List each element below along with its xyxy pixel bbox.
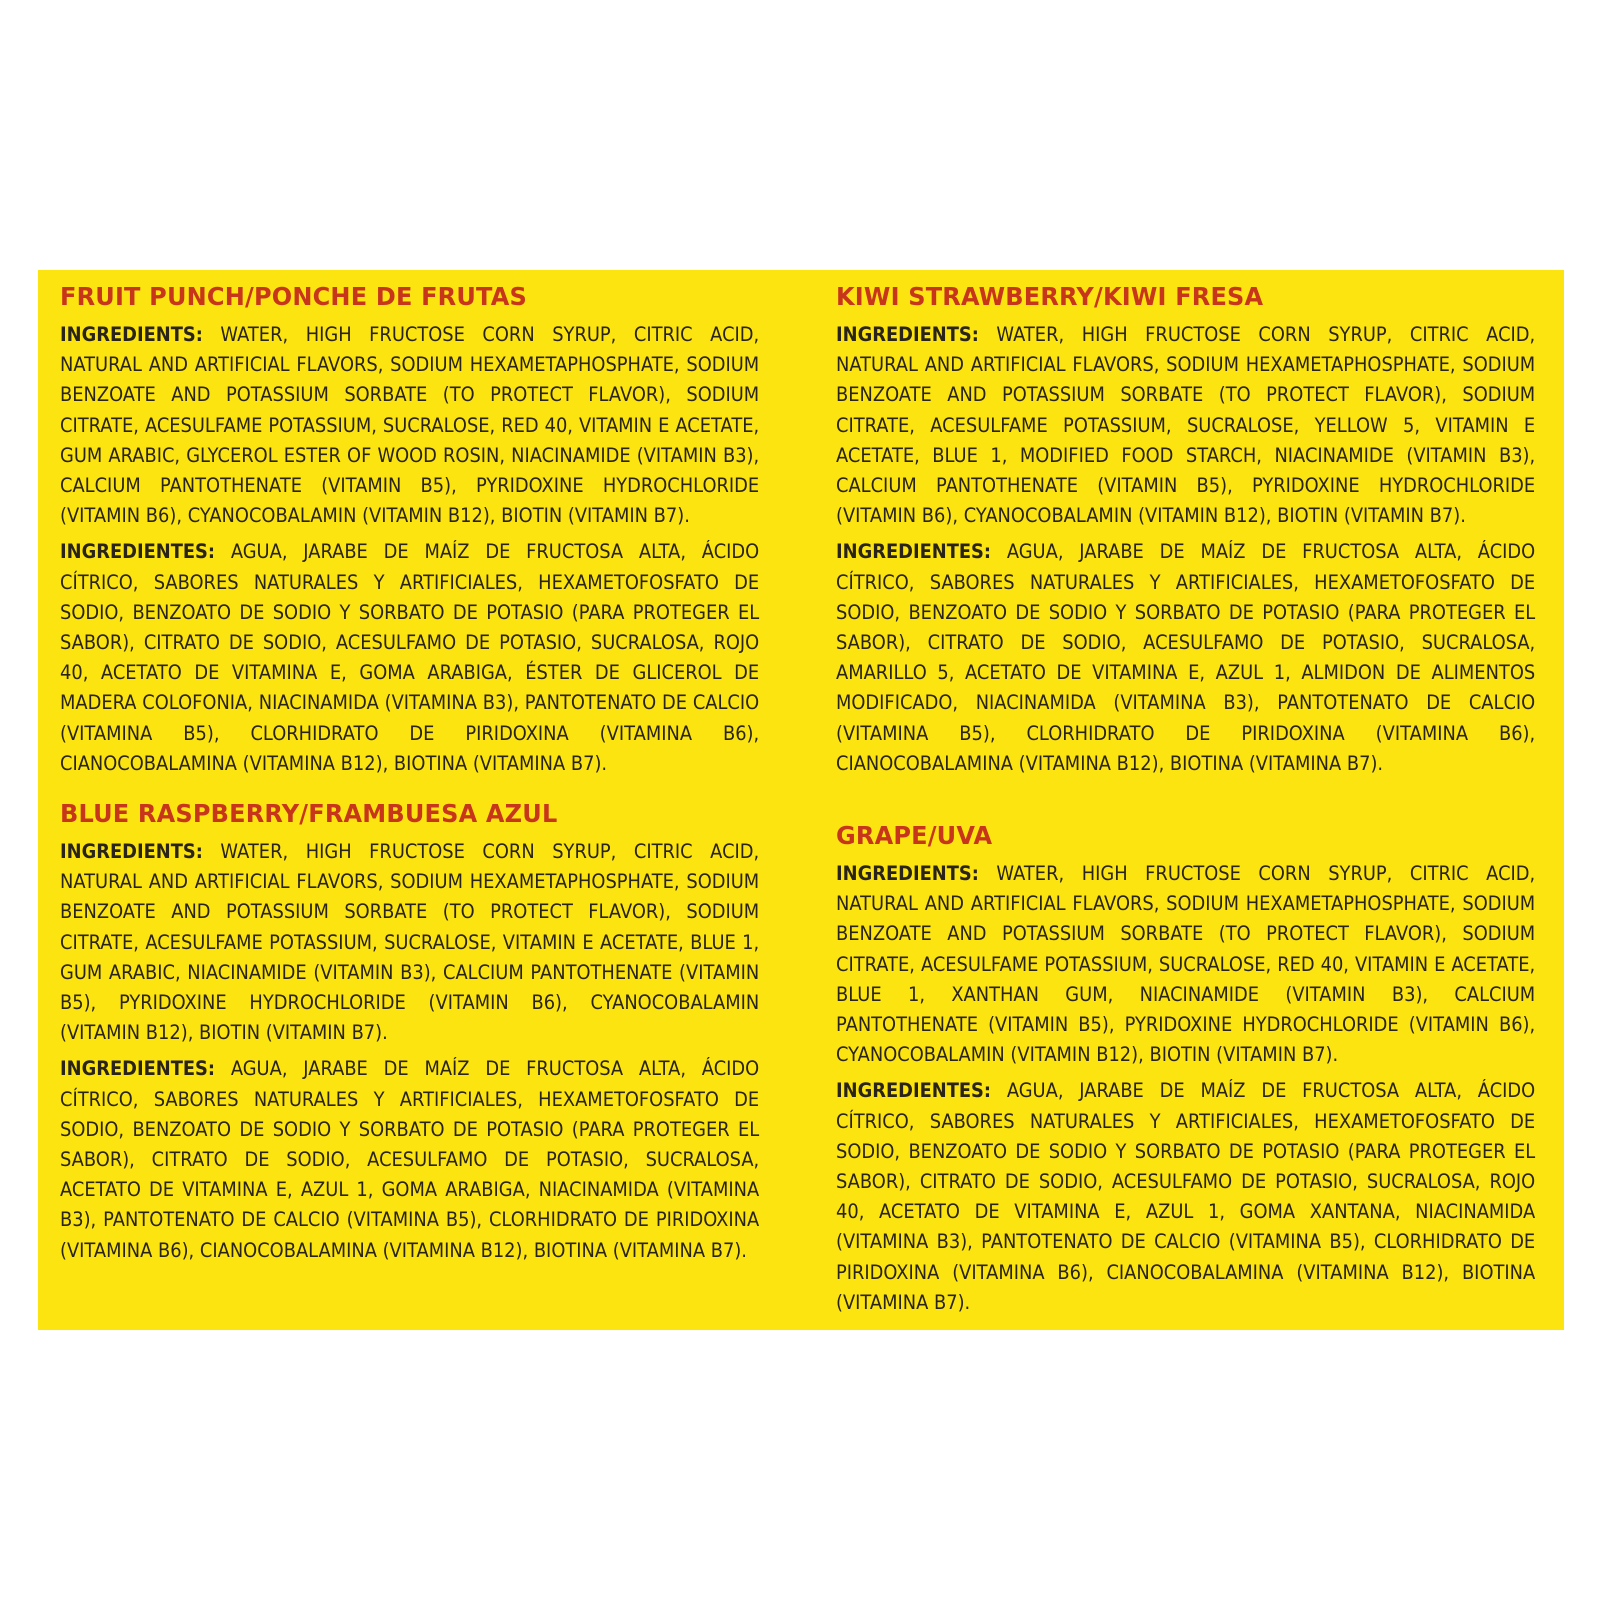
flavor-kiwi-strawberry (836, 282, 1536, 779)
flavor-title: FRUIT PUNCH/PONCHE DE FRUTAS (60, 282, 527, 311)
ingredients-english (836, 320, 1535, 531)
ingredients-spanish (60, 1054, 759, 1265)
ingredients-text: WATER, HIGH FRUCTOSE CORN SYRUP, CITRIC ACID, NATURAL AND ARTIFICIAL FLAVORS, SODIUM HEXAMETAPHOSPHATE, SODIUM BENZOATE AND POTASSIUM SORBATE (TO PROTECT FLAVOR), SODIUM CITRATE, ACESULFAME POTASSIUM, SUCRALOSE, YELLOW 5, VITAMIN E ACETATE, BLUE 1, MODIFIED FOOD STARCH, NIACINAMIDE (VITAMIN B3), CALCIUM PANTOTHENATE (VITAMIN B5), PYRIDOXINE HYDROCHLORIDE (VITAMIN B6), CYANOCOBALAMIN (VITAMIN B12), BIOTIN (VITAMIN B7). (836, 323, 1536, 528)
flavor-grape (836, 821, 1536, 1318)
ingredients-english (836, 859, 1535, 1070)
right-column (836, 282, 1536, 1324)
ingredients-spanish (60, 537, 759, 779)
ingredients-text: WATER, HIGH FRUCTOSE CORN SYRUP, CITRIC ACID, NATURAL AND ARTIFICIAL FLAVORS, SODIUM HEXAMETAPHOSPHATE, SODIUM BENZOATE AND POTASSIUM SORBATE (TO PROTECT FLAVOR), SODIUM CITRATE, ACESULFAME POTASSIUM, SUCRALOSE, RED 40, VITAMIN E ACETATE, BLUE 1, XANTHAN GUM, NIACINAMIDE (VITAMIN B3), CALCIUM PANTOTHENATE (VITAMIN B5), PYRIDOXINE HYDROCHLORIDE (VITAMIN B6), CYANOCOBALAMIN (VITAMIN B12), BIOTIN (VITAMIN B7). (836, 862, 1536, 1067)
ingredients-label: INGREDIENTES: (60, 540, 216, 564)
ingredients-text: WATER, HIGH FRUCTOSE CORN SYRUP, CITRIC ACID, NATURAL AND ARTIFICIAL FLAVORS, SODIUM HEXAMETAPHOSPHATE, SODIUM BENZOATE AND POTASSIUM SORBATE (TO PROTECT FLAVOR), SODIUM CITRATE, ACESULFAME POTASSIUM, SUCRALOSE, RED 40, VITAMIN E ACETATE, GUM ARABIC, GLYCEROL ESTER OF WOOD ROSIN, NIACINAMIDE (VITAMIN B3), CALCIUM PANTOTHENATE (VITAMIN B5), PYRIDOXINE HYDROCHLORIDE (VITAMIN B6), CYANOCOBALAMIN (VITAMIN B12), BIOTIN (VITAMIN B7). (60, 323, 760, 528)
ingredients-label: INGREDIENTES: (836, 1079, 992, 1103)
ingredients-label: INGREDIENTS: (60, 840, 203, 864)
flavor-fruit-punch (60, 282, 760, 779)
ingredients-label-panel (38, 270, 1564, 1330)
ingredients-label: INGREDIENTS: (836, 323, 979, 346)
ingredients-text: AGUA, JARABE DE MAÍZ DE FRUCTOSA ALTA, ÁCIDO CÍTRICO, SABORES NATURALES Y ARTIFICIALES, HEXAMETOFOSFATO DE SODIO, BENZOATO DE SODIO Y SORBATO DE POTASIO (PARA PROTEGER EL SABOR), CITRATO DE SODIO, ACESULFAMO DE POTASIO, SUCRALOSA, ROJO 40, ACETATO DE VITAMINA E, AZUL 1, GOMA XANTANA, NIACINAMIDA (VITAMINA B3), PANTOTENATO DE CALCIO (VITAMINA B5), CLORHIDRATO DE PIRIDOXINA (VITAMINA B6), CIANOCOBALAMINA (VITAMINA B12), BIOTINA (VITAMINA B7). (836, 1079, 1536, 1314)
flavor-blue-raspberry (60, 799, 760, 1266)
ingredients-spanish (836, 537, 1535, 779)
ingredients-label: INGREDIENTES: (60, 1057, 216, 1081)
ingredients-label: INGREDIENTES: (836, 540, 992, 564)
ingredients-label: INGREDIENTS: (60, 323, 203, 346)
ingredients-text: AGUA, JARABE DE MAÍZ DE FRUCTOSA ALTA, ÁCIDO CÍTRICO, SABORES NATURALES Y ARTIFICIALES, HEXAMETOFOSFATO DE SODIO, BENZOATO DE SODIO Y SORBATO DE POTASIO (PARA PROTEGER EL SABOR), CITRATO DE SODIO, ACESULFAMO DE POTASIO, SUCRALOSA, ROJO 40, ACETATO DE VITAMINA E, GOMA ARABIGA, ÉSTER DE GLICEROL DE MADERA COLOFONIA, NIACINAMIDA (VITAMINA B3), PANTOTENATO DE CALCIO (VITAMINA B5), CLORHIDRATO DE PIRIDOXINA (VITAMINA B6), CIANOCOBALAMINA (VITAMINA B12), BIOTINA (VITAMINA B7). (60, 540, 760, 775)
flavor-title: GRAPE/UVA (836, 821, 993, 851)
left-column (60, 282, 760, 1272)
ingredients-spanish (836, 1076, 1535, 1318)
ingredients-label: INGREDIENTS: (836, 862, 979, 886)
ingredients-english (60, 837, 759, 1048)
flavor-title: BLUE RASPBERRY/FRAMBUESA AZUL (60, 799, 558, 829)
ingredients-text: AGUA, JARABE DE MAÍZ DE FRUCTOSA ALTA, ÁCIDO CÍTRICO, SABORES NATURALES Y ARTIFICIALES, HEXAMETOFOSFATO DE SODIO, BENZOATO DE SODIO Y SORBATO DE POTASIO (PARA PROTEGER EL SABOR), CITRATO DE SODIO, ACESULFAMO DE POTASIO, SUCRALOSA, ACETATO DE VITAMINA E, AZUL 1, GOMA ARABIGA, NIACINAMIDA (VITAMINA B3), PANTOTENATO DE CALCIO (VITAMINA B5), CLORHIDRATO DE PIRIDOXINA (VITAMINA B6), CIANOCOBALAMINA (VITAMINA B12), BIOTINA (VITAMINA B7). (60, 1057, 760, 1262)
flavor-title: KIWI STRAWBERRY/KIWI FRESA (836, 282, 1264, 311)
ingredients-text: WATER, HIGH FRUCTOSE CORN SYRUP, CITRIC ACID, NATURAL AND ARTIFICIAL FLAVORS, SODIUM HEXAMETAPHOSPHATE, SODIUM BENZOATE AND POTASSIUM SORBATE (TO PROTECT FLAVOR), SODIUM CITRATE, ACESULFAME POTASSIUM, SUCRALOSE, VITAMIN E ACETATE, BLUE 1, GUM ARABIC, NIACINAMIDE (VITAMIN B3), CALCIUM PANTOTHENATE (VITAMIN B5), PYRIDOXINE HYDROCHLORIDE (VITAMIN B6), CYANOCOBALAMIN (VITAMIN B12), BIOTIN (VITAMIN B7). (60, 840, 760, 1045)
ingredients-english (60, 320, 759, 531)
ingredients-text: AGUA, JARABE DE MAÍZ DE FRUCTOSA ALTA, ÁCIDO CÍTRICO, SABORES NATURALES Y ARTIFICIALES, HEXAMETOFOSFATO DE SODIO, BENZOATO DE SODIO Y SORBATO DE POTASIO (PARA PROTEGER EL SABOR), CITRATO DE SODIO, ACESULFAMO DE POTASIO, SUCRALOSA, AMARILLO 5, ACETATO DE VITAMINA E, AZUL 1, ALMIDON DE ALIMENTOS MODIFICADO, NIACINAMIDA (VITAMINA B3), PANTOTENATO DE CALCIO (VITAMINA B5), CLORHIDRATO DE PIRIDOXINA (VITAMINA B6), CIANOCOBALAMINA (VITAMINA B12), BIOTINA (VITAMINA B7). (836, 540, 1536, 775)
